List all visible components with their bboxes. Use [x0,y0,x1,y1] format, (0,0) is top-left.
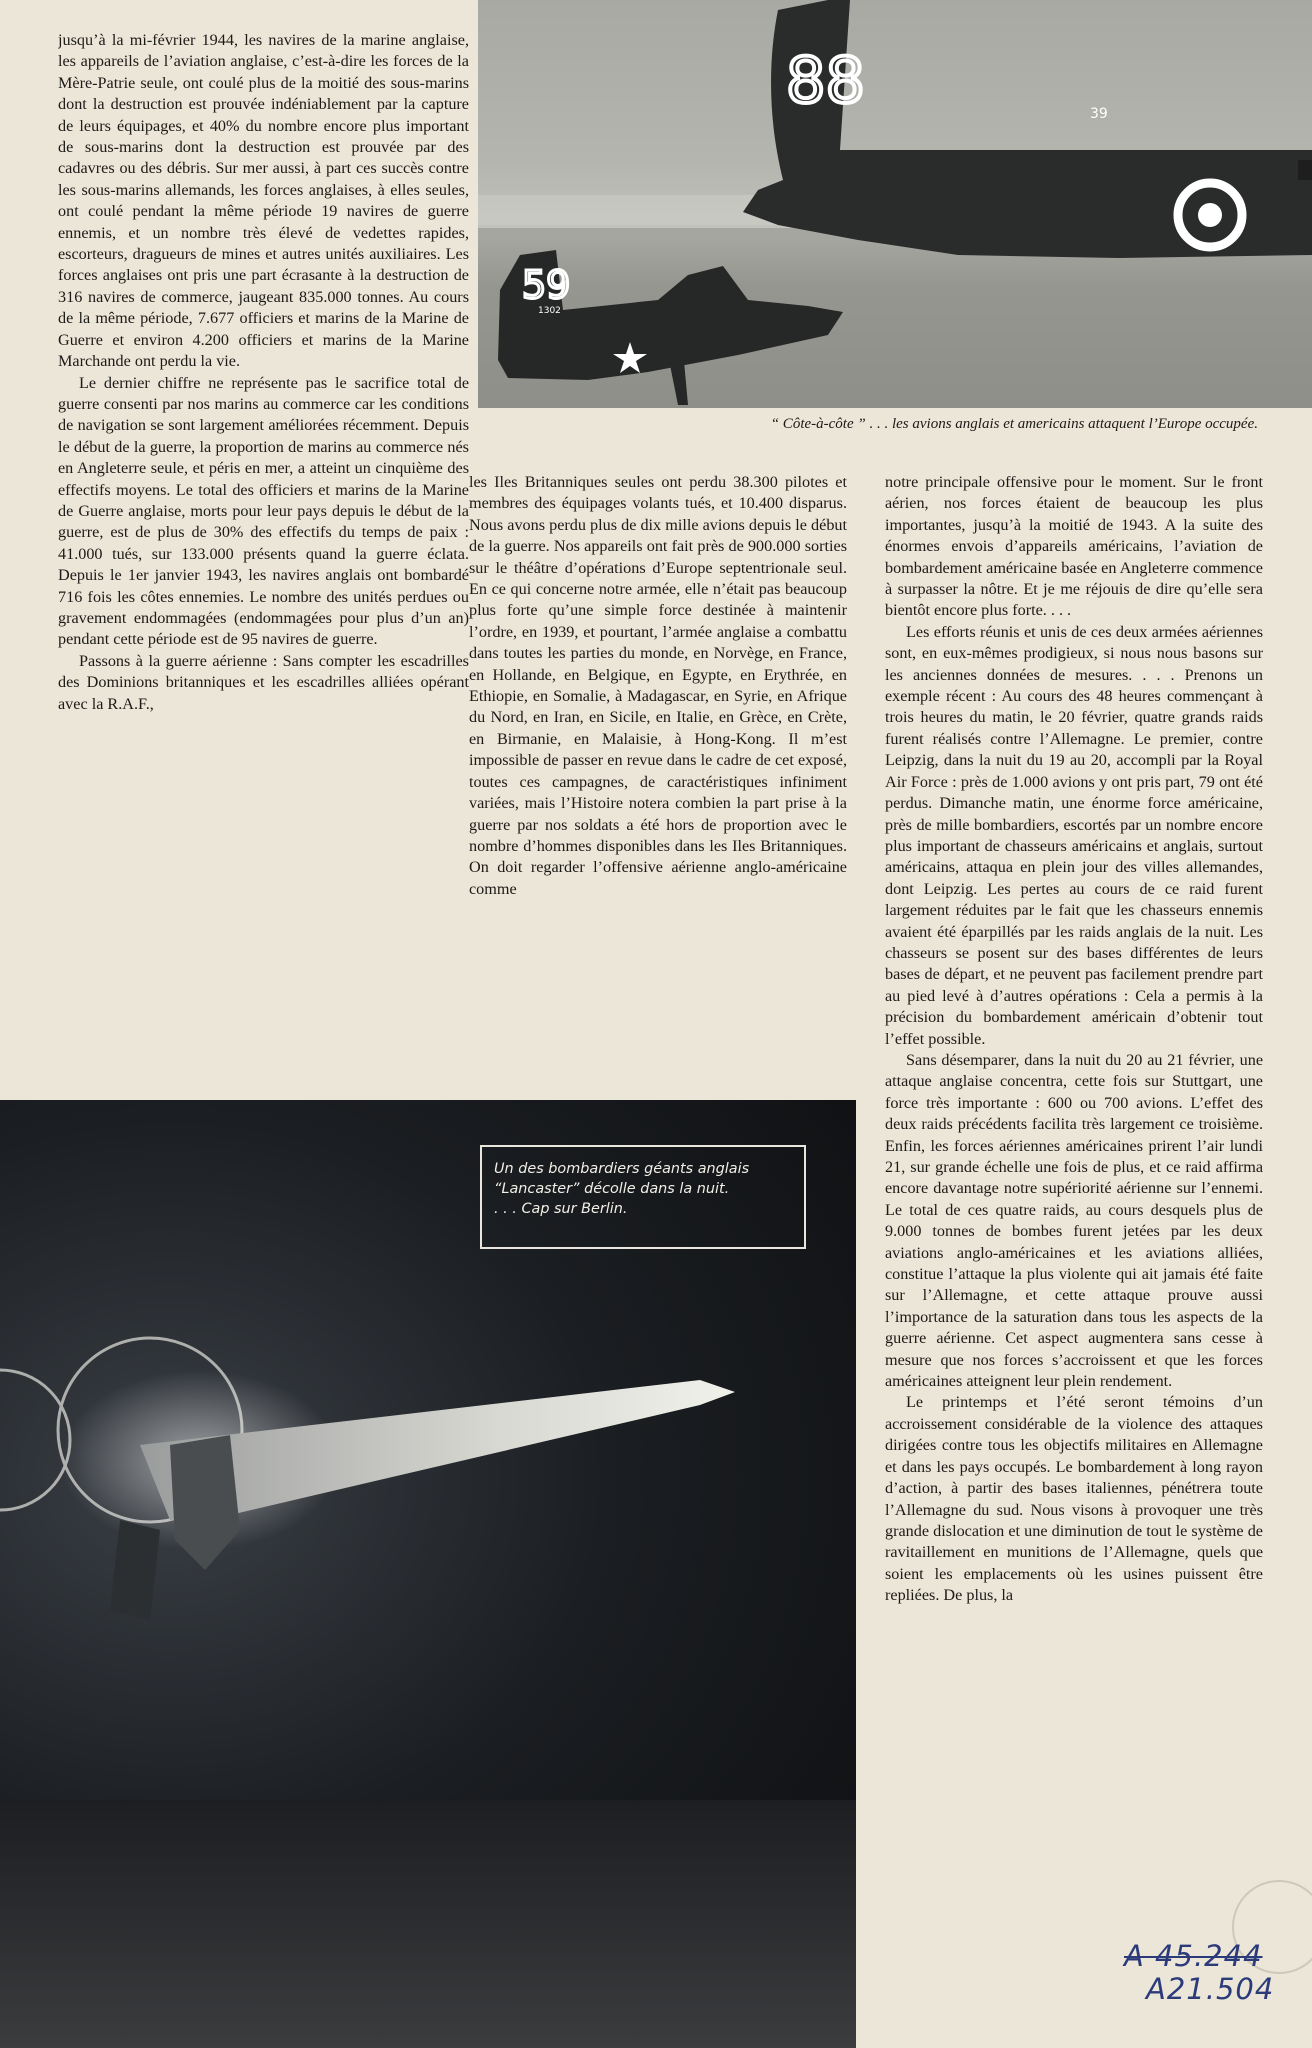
paragraph: notre principale offensive pour le moment. Sur le front aérien, nos forces étaient de beaucoup les plus importantes, jusqu’à la moitié de 1943. A la suite des énormes envois d’appareils américains, l’aviation de bombardement américaine basée en Angleterre commence à surpasser la nôtre. Et je me réjouis de dire qu’elle sera bientôt encore plus forte. . . . [885,473,1263,620]
back-plane-serial: 1302 [538,306,561,316]
front-plane [743,0,1312,258]
back-plane-number: 59 [522,263,571,307]
front-plane-number: 88 [786,44,865,117]
paragraph: Sans désemparer, dans la nuit du 20 au 21 février, une attaque anglaise concentra, cette fois sur Stuttgart, une force très importante : 600 ou 700 avions. L’effet des deux raids précédents facilita très largement ce troisième. Enfin, les forces aériennes américaines prirent l’air lundi 21, sur grande échelle une fois de plus, et ce raid affirma encore davantage notre supériorité aérienne sur l’ennemi. Le total de ces quatre raids, au cours desquels plus de 9.000 tonnes de bombes furent jetées par les deux aviations anglo-américaines et les aviations alliées, constitue l’attaque la plus violente qui ait jamais été faite sur l’Allemagne, et cette attaque prouve aussi l’importance de la saturation dans tous les aspects de la guerre aérienne. Cet aspect augmentera sans cesse à mesure que nos forces s’accroissent et que les forces américaines atteignent leur plein rendement. [885,1050,1263,1391]
article-column-1 [58,30,469,1020]
front-plane-serial: 39 [1090,106,1108,122]
paragraph: Passons à la guerre aérienne : Sans compter les escadrilles des Dominions britanniques et les escadrilles alliées opérant avec la R.A.F., [58,651,469,713]
handwritten-reference [1124,1940,1274,2006]
engine-nacelle [170,1435,240,1570]
paragraph: jusqu’à la mi-février 1944, les navires de la marine anglaise, les appareils de l’aviation anglaise, c’est-à-dire les forces de la Mère-Patrie seule, ont coulé plus de la moitié des sous-marins dont la destruction est prouvée indéniablement par la capture de leurs équipages, et 40% du nombre encore plus important de sous-marins dont la destruction est prouvée par des cadavres ou des débris. Sur mer aussi, à part ces succès contre les sous-marins allemands, les forces anglaises, à elles seules, ont coulé pendant la même période 19 navires de guerre ennemis, et un nombre très élevé de vedettes rapides, escorteurs, dragueurs de mines et autres unités auxiliaires. Les forces anglaises ont pris une part écrasante à la destruction de 316 navires de commerce, jaugeant 835.000 tonnes. Au cours de la même période, 7.677 officiers et marins de la Marine de Guerre et environ 4.200 officiers et marins de la Marine Marchande ont perdu la vie. [58,31,469,371]
caption-line: Un des bombardiers géants anglais [494,1161,750,1177]
bottom-photo-caption [480,1145,806,1249]
top-photo-caption: “ Côte-à-côte ” . . . les avions anglais et americains attaquent l’Europe occupée. [770,416,1258,432]
caption-line: “Lancaster” décolle dans la nuit. [494,1181,730,1197]
paragraph: Le dernier chiffre ne représente pas le sacrifice total de guerre consenti par nos marins au commerce car les conditions de navigation se sont largement améliorées récemment. Depuis le début de la guerre, la proportion de marins au commerce nés en Angleterre seule, et péris en mer, a atteint un cinquième des effectifs moyens. Le total des officiers et marins de la Marine de Guerre anglaise, morts pour leur pays depuis le début de la guerre, est de plus de 30% des effectifs du temps de paix : 41.000 tués, sur 133.000 présents quand la guerre éclata. Depuis le 1er janvier 1943, les navires anglais ont bombardé 716 fois les côtes ennemies. Le nombre des unités perdues ou gravement endommagées (endommagées pour plus d’un an) pendant cette période est de 95 navires de guerre. [58,373,469,649]
article-column-2 [469,472,847,1020]
top-photo-bombers [478,0,1312,408]
bombers-illustration [478,0,1312,408]
handwritten-line-2: A21.504 [1146,1972,1275,2006]
caption-line: . . . Cap sur Berlin. [494,1201,628,1217]
paragraph: Le printemps et l’été seront témoins d’un accroissement considérable de la violence des attaques dirigées contre tous les objectifs militaires en Allemagne et dans les pays occupés. Le bombardement à long rayon d’action, à partir des bases italiennes, pénétrera toute l’Allemagne du sud. Nous visons à provoquer une très grande dislocation et une diminution de tout le système de ravitaillement en munitions de l’Allemagne, quels que soient les emplacements où les usines puissent être repliées. De plus, la [885,1393,1263,1605]
paragraph: les Iles Britanniques seules ont perdu 38.300 pilotes et membres des équipages volants tués, et 10.400 disparus. Nous avons perdu plus de dix mille avions depuis le début de la guerre. Nos appareils ont fait près de 900.000 sorties sur le théâtre d’opérations d’Europe septentrionale seul. En ce qui concerne notre armée, elle n’était pas beaucoup plus forte qu’une simple force destinée à maintenir l’ordre, en 1939, et pourtant, l’armée anglaise a combattu dans toutes les parties du monde, en Norvège, en France, en Hollande, en Belgique, en Egypte, en Erythrée, en Ethiopie, en Somalie, à Madagascar, en Syrie, en Afrique du Nord, en Iran, en Sicile, en Italie, en Grèce, en Crète, en Birmanie, en Malaisie, à Hong-Kong. Il m’est impossible de passer en revue dans le cadre de cet exposé, toutes ces campagnes, de caractéristiques infiniment variées, mais l’Histoire notera combien la part prise à la guerre par nos soldats a été hors de proportion avec le nombre d’hommes disponibles dans les Iles Britanniques. On doit regarder l’offensive aérienne anglo-américaine comme [469,473,847,898]
article-column-3 [885,472,1263,1952]
paragraph: Les efforts réunis et unis de ces deux armées aériennes sont, en eux-mêmes prodigieux, si nous nous basons sur les anciennes données de mesures. . . . Prenons un exemple récent : Au cours des 48 heures commençant à trois heures du matin, le 20 février, quatre grands raids furent réalisés contre l’Allemagne. Le premier, contre Leipzig, dans la nuit du 19 au 20, accompli par la Royal Air Force : près de 1.000 avions y ont pris part, 79 ont été perdus. Dimanche matin, une énorme force américaine, près de mille bombardiers, escortés par un nombre encore plus important de chasseurs américains et anglais, surtout américains, attaqua en plein jour des villes allemandes, dont Leipzig. Les pertes au cours de ce raid furent largement réduites par le fait que les chasseurs ennemis avaient été éparpillés par les raids anglais de la nuit. Les chasseurs se posent sur des bases différentes de leurs bases de départ, et ne peuvent pas facilement prendre part au pied levé à d’autres opérations : Cela a permis à la précision du bombardement américain d’obtenir tout l’effet possible. [885,622,1263,1048]
handwritten-line-1: A 45.244 [1124,1939,1263,1973]
